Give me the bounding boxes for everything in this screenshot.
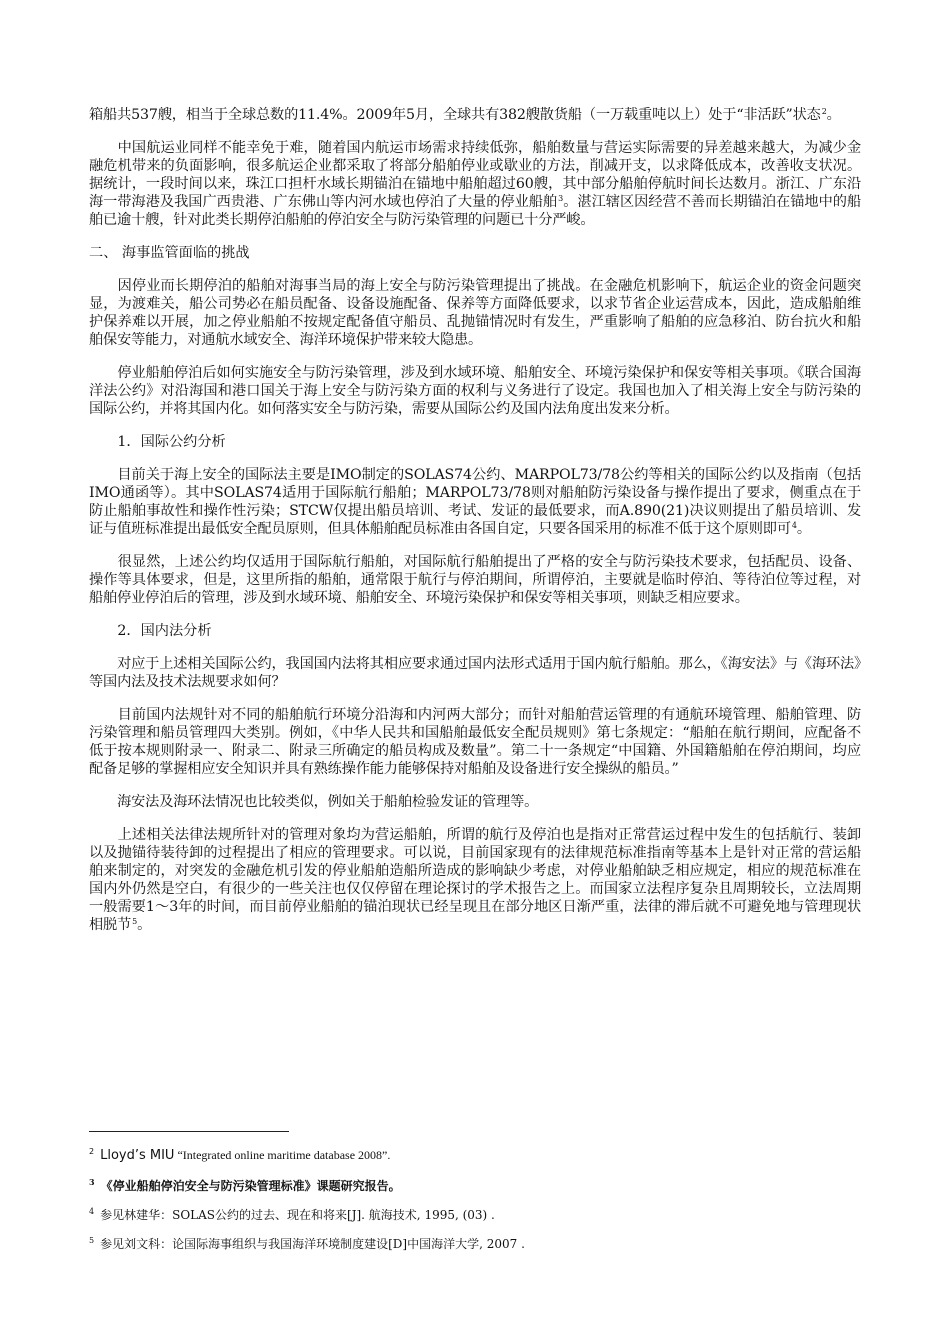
paragraph-8: 目前国内法规针对不同的船舶航行环境分沿海和内河两大部分；而针对船舶营运管理的有通航环境管理、船舶管理、防污染管理和船员管理四大类别。例如，《中华人民共和国船舶最低安全配员规则》第七条规定：“船舶在航行期间，应配备不低于按本规则附录一、附录二、附录三所确定的船员构成及数量”。第二十一条规定“中国籍、外国籍船舶在停泊期间，均应配备足够的掌握相应安全知识并具有熟练操作能力能够保持对船舶及设备进行安全操纵的船员。”: [89, 707, 861, 777]
footnote-divider: [89, 1131, 289, 1132]
paragraph-4: 停业船舶停泊后如何实施安全与防污染管理，涉及到水域环境、船舶安全、环境污染保护和保安等相关事项。《联合国海洋法公约》对沿海国和港口国关于海上安全与防污染方面的权利与义务进行了设定。我国也加入了相关海上安全与防污染的国际公约，并将其国内化。如何落实安全与防污染，需要从国际公约及国内法角度出发来分析。: [89, 365, 861, 417]
paragraph-6: 很显然，上述公约均仅适用于国际航行船舶，对国际航行船舶提出了严格的安全与防污染技术要求，包括配员、设备、操作等具体要求，但是，这里所指的船舶，通常限于航行与停泊期间，所谓停泊，主要就是临时停泊、等待泊位等过程，对船舶停业停泊后的管理，涉及到水域环境、船舶安全、环境污染保护和保安等相关事项，则缺乏相应要求。: [89, 554, 861, 606]
footnote-2: $^2$ Lloyd’s MIU “Integrated online maritime database 2008”.: [89, 1147, 391, 1163]
paragraph-9: 海安法及海环法情况也比较类似，例如关于船舶检验发证的管理等。: [89, 794, 539, 810]
footnote-ref-3[interactable]: 3: [558, 194, 564, 203]
footnote-ref-2[interactable]: 2: [821, 107, 827, 116]
footnote-ref-5[interactable]: 5: [132, 917, 138, 926]
paragraph-1: 箱船共537艘，相当于全球总数的11.4%。2009年5月，全球共有382艘散货船（一万载重吨以上）处于“非活跃”状态$^2$。: [89, 107, 841, 123]
section-heading-challenges: 二、 海事监管面临的挑战: [89, 245, 250, 261]
paragraph-2: 中国航运业同样不能幸免于难，随着国内航运市场需求持续低弥，船舶数量与营运实际需要的异差越来越大，为减少金融危机带来的负面影响，很多航运企业都采取了将部分船舶停业或歇业的方法，削减开支，以求降低成本，改善收支状况。据统计，一段时间以来，珠江口担杆水域长期锚泊在锚地中船舶超过60艘，其中部分船舶停航时间长达数月。浙江、广东沿海一带海港及我国广西贵港、广东佛山等内河水域也停泊了大量的停业船舶$^3$。湛江辖区因经营不善而长期锚泊在锚地中的船舶已逾十艘，针对此类长期停泊船舶的停泊安全与防污染管理的问题已十分严峻。: [89, 140, 861, 228]
body-text: [89, 106, 861, 934]
footnote-4: $^4$ 参见林建华：SOLAS公约的过去、现在和将来[J]. 航海技术, 1995, (03) .: [89, 1207, 495, 1222]
subheading-domestic-law: 2．国内法分析: [89, 623, 212, 639]
paragraph-5: 目前关于海上安全的国际法主要是IMO制定的SOLAS74公约、MARPOL73/78公约等相关的国际公约以及指南（包括IMO通函等）。其中SOLAS74适用于国际航行船舶；MARPOL73/78则对船舶防污染设备与操作提出了要求，侧重点在于防止船舶事故性和操作性污染；STCW仅提出船员培训、考试、发证的最低要求，而A.890(21)决议则提出了船员培训、发证与值班标准提出最低安全配员原则，但具体船舶配员标准由各国自定，只要各国采用的标准不低于这个原则即可$^4$。: [89, 467, 861, 537]
paragraph-10: 上述相关法律法规所针对的管理对象均为营运船舶，所谓的航行及停泊也是指对正常营运过程中发生的包括航行、装卸以及抛锚待装待卸的过程提出了相应的管理要求。可以说，目前国家现有的法律规范标准指南等基本上是针对正常的营运船舶来制定的，对突发的金融危机引发的停业船舶造船所造成的影响缺少考虑，对停业船舶缺乏相应规定，相应的规范标准在国内外仍然是空白，有很少的一些关注也仅仅停留在理论探讨的学术报告之上。而国家立法程序复杂且周期较长，立法周期一般需要1～3年的时间，而目前停业船舶的锚泊现状已经呈现且在部分地区日渐严重，法律的滞后就不可避免地与管理现状相脱节$^5$。: [89, 827, 861, 933]
footnotes: [89, 1142, 861, 1260]
paragraph-7: 对应于上述相关国际公约，我国国内法将其相应要求通过国内法形式适用于国内航行船舶。那么，《海安法》与《海环法》等国内法及技术法规要求如何？: [89, 656, 861, 690]
footnote-ref-4[interactable]: 4: [791, 521, 797, 530]
paragraph-3: 因停业而长期停泊的船舶对海事当局的海上安全与防污染管理提出了挑战。在金融危机影响下，航运企业的资金问题突显，为渡难关，船公司势必在船员配备、设备设施配备、保养等方面降低要求，以求节省企业运营成本，因此，造成船舶维护保养难以开展，加之停业船舶不按规定配备值守船员、乱抛锚情况时有发生，严重影响了船舶的应急移泊、防台抗火和船舶保安等能力，对通航水域安全、海洋环境保护带来较大隐患。: [89, 278, 861, 348]
subheading-international-conventions: 1．国际公约分析: [89, 434, 226, 450]
footnote-5: $^5$ 参见刘文科：论国际海事组织与我国海洋环境制度建设[D]中国海洋大学, 2007 .: [89, 1236, 525, 1251]
footnote-3: $^3$ 《停业船舶停泊安全与防污染管理标准》课题研究报告。: [89, 1177, 401, 1193]
